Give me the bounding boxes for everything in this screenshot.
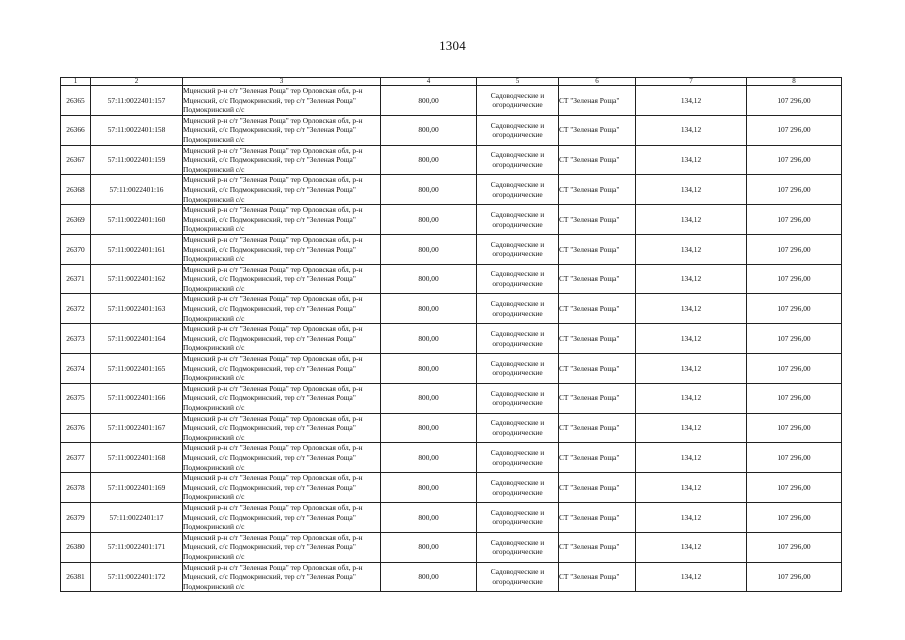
row-number-cell: 26380 (61, 532, 91, 562)
organization-cell: СТ "Зеленая Роща" (559, 354, 636, 384)
row-number-cell: 26371 (61, 264, 91, 294)
organization-cell: СТ "Зеленая Роща" (559, 234, 636, 264)
address-cell (183, 354, 381, 384)
address-line: Мценский р-н с/т "Зеленая Роща" тер Орловская обл, р-н (183, 532, 363, 542)
cadastral-value-cell: 107 296,00 (747, 562, 842, 592)
specific-value-cell: 134,12 (636, 532, 747, 562)
column-number: 2 (91, 78, 183, 86)
land-use-cell: Садоводческие и огороднические (477, 205, 559, 235)
cadastral-number-cell: 57:11:0022401:162 (91, 264, 183, 294)
organization-cell: СТ "Зеленая Роща" (559, 562, 636, 592)
specific-value-cell: 134,12 (636, 115, 747, 145)
cadastral-number-cell: 57:11:0022401:172 (91, 562, 183, 592)
cadastral-number-cell: 57:11:0022401:163 (91, 294, 183, 324)
land-use-cell: Садоводческие и огороднические (477, 532, 559, 562)
specific-value-cell: 134,12 (636, 473, 747, 503)
land-use-cell: Садоводческие и огороднические (477, 86, 559, 116)
table-row (61, 205, 842, 235)
cadastral-number-cell: 57:11:0022401:168 (91, 443, 183, 473)
area-cell: 800,00 (381, 413, 477, 443)
cadastral-number-cell: 57:11:0022401:164 (91, 324, 183, 354)
address-line: Подмокринский с/с (183, 224, 245, 234)
address-line: Мценский р-н с/т "Зеленая Роща" тер Орловская обл, р-н (183, 562, 363, 572)
organization-cell: СТ "Зеленая Роща" (559, 502, 636, 532)
cadastral-value-cell: 107 296,00 (747, 443, 842, 473)
address-line: Мценский р-н с/т "Зеленая Роща" тер Орловская обл, р-н (183, 234, 363, 244)
cadastral-value-cell: 107 296,00 (747, 473, 842, 503)
area-cell: 800,00 (381, 324, 477, 354)
organization-cell: СТ "Зеленая Роща" (559, 86, 636, 116)
row-number-cell: 26373 (61, 324, 91, 354)
address-cell (183, 502, 381, 532)
address-line: Мценский р-н с/т "Зеленая Роща" тер Орловская обл, р-н (183, 115, 363, 125)
address-line: Мценский, с/с Подмокринский, тер с/т "Зеленая Роща" (183, 184, 356, 194)
address-line: Мценский, с/с Подмокринский, тер с/т "Зеленая Роща" (183, 542, 356, 552)
address-line: Мценский, с/с Подмокринский, тер с/т "Зеленая Роща" (183, 423, 356, 433)
page-number: 1304 (439, 38, 466, 53)
column-number: 6 (559, 78, 636, 86)
address-line: Мценский р-н с/т "Зеленая Роща" тер Орловская обл, р-н (183, 205, 363, 215)
address-line: Подмокринский с/с (183, 462, 245, 472)
cadastral-value-cell: 107 296,00 (747, 502, 842, 532)
address-cell (183, 294, 381, 324)
address-line: Мценский, с/с Подмокринский, тер с/т "Зеленая Роща" (183, 452, 356, 462)
row-number-cell: 26368 (61, 175, 91, 205)
address-line: Подмокринский с/с (183, 551, 245, 561)
table-row (61, 324, 842, 354)
row-number-cell: 26378 (61, 473, 91, 503)
organization-cell: СТ "Зеленая Роща" (559, 413, 636, 443)
area-cell: 800,00 (381, 264, 477, 294)
cadastral-value-cell: 107 296,00 (747, 383, 842, 413)
row-number-cell: 26370 (61, 234, 91, 264)
row-number-cell: 26379 (61, 502, 91, 532)
column-number: 3 (183, 78, 381, 86)
address-cell (183, 145, 381, 175)
address-line: Подмокринский с/с (183, 164, 245, 174)
area-cell: 800,00 (381, 175, 477, 205)
cadastral-number-cell: 57:11:0022401:169 (91, 473, 183, 503)
address-line: Подмокринский с/с (183, 254, 245, 264)
table-row (61, 413, 842, 443)
specific-value-cell: 134,12 (636, 413, 747, 443)
table-row (61, 115, 842, 145)
cadastral-value-cell: 107 296,00 (747, 175, 842, 205)
land-use-cell: Садоводческие и огороднические (477, 145, 559, 175)
address-line: Подмокринский с/с (183, 581, 245, 591)
land-use-cell: Садоводческие и огороднические (477, 413, 559, 443)
specific-value-cell: 134,12 (636, 443, 747, 473)
specific-value-cell: 134,12 (636, 234, 747, 264)
area-cell: 800,00 (381, 443, 477, 473)
address-line: Подмокринский с/с (183, 194, 245, 204)
address-line: Подмокринский с/с (183, 403, 245, 412)
address-line: Подмокринский с/с (183, 283, 245, 293)
cadastral-value-cell: 107 296,00 (747, 324, 842, 354)
row-number-cell: 26369 (61, 205, 91, 235)
organization-cell: СТ "Зеленая Роща" (559, 473, 636, 503)
land-use-cell: Садоводческие и огороднические (477, 562, 559, 592)
column-number: 4 (381, 78, 477, 86)
address-line: Подмокринский с/с (183, 432, 245, 442)
address-line: Подмокринский с/с (183, 134, 245, 144)
organization-cell: СТ "Зеленая Роща" (559, 324, 636, 354)
cadastral-value-cell: 107 296,00 (747, 354, 842, 384)
specific-value-cell: 134,12 (636, 324, 747, 354)
organization-cell: СТ "Зеленая Роща" (559, 145, 636, 175)
address-line: Подмокринский с/с (183, 343, 245, 353)
area-cell: 800,00 (381, 383, 477, 413)
address-line: Мценский, с/с Подмокринский, тер с/т "Зеленая Роща" (183, 363, 356, 373)
land-use-cell: Садоводческие и огороднические (477, 234, 559, 264)
land-registry-table (60, 77, 842, 592)
organization-cell: СТ "Зеленая Роща" (559, 532, 636, 562)
specific-value-cell: 134,12 (636, 502, 747, 532)
address-line: Мценский р-н с/т "Зеленая Роща" тер Орловская обл, р-н (183, 294, 363, 304)
address-cell (183, 86, 381, 116)
address-cell (183, 175, 381, 205)
table-row (61, 145, 842, 175)
table-row (61, 532, 842, 562)
address-cell (183, 562, 381, 592)
address-line: Мценский, с/с Подмокринский, тер с/т "Зеленая Роща" (183, 482, 356, 492)
table-row (61, 175, 842, 205)
address-cell (183, 205, 381, 235)
address-line: Мценский р-н с/т "Зеленая Роща" тер Орловская обл, р-н (183, 354, 363, 364)
address-line: Мценский, с/с Подмокринский, тер с/т "Зеленая Роща" (183, 512, 356, 522)
land-use-cell: Садоводческие и огороднические (477, 443, 559, 473)
table-row (61, 294, 842, 324)
land-use-cell: Садоводческие и огороднические (477, 324, 559, 354)
cadastral-number-cell: 57:11:0022401:159 (91, 145, 183, 175)
address-cell (183, 234, 381, 264)
cadastral-value-cell: 107 296,00 (747, 115, 842, 145)
specific-value-cell: 134,12 (636, 562, 747, 592)
cadastral-value-cell: 107 296,00 (747, 264, 842, 294)
address-line: Мценский, с/с Подмокринский, тер с/т "Зеленая Роща" (183, 274, 356, 284)
organization-cell: СТ "Зеленая Роща" (559, 383, 636, 413)
address-line: Мценский, с/с Подмокринский, тер с/т "Зеленая Роща" (183, 333, 356, 343)
land-use-cell: Садоводческие и огороднические (477, 502, 559, 532)
address-line: Мценский, с/с Подмокринский, тер с/т "Зеленая Роща" (183, 95, 356, 105)
cadastral-value-cell: 107 296,00 (747, 145, 842, 175)
cadastral-number-cell: 57:11:0022401:161 (91, 234, 183, 264)
table-body (61, 86, 842, 592)
table-row (61, 383, 842, 413)
address-line: Мценский р-н с/т "Зеленая Роща" тер Орловская обл, р-н (183, 413, 363, 423)
address-cell (183, 473, 381, 503)
land-use-cell: Садоводческие и огороднические (477, 115, 559, 145)
cadastral-number-cell: 57:11:0022401:158 (91, 115, 183, 145)
table-row (61, 473, 842, 503)
address-line: Подмокринский с/с (183, 522, 245, 532)
area-cell: 800,00 (381, 294, 477, 324)
table-row (61, 562, 842, 592)
address-line: Подмокринский с/с (183, 492, 245, 502)
address-line: Мценский р-н с/т "Зеленая Роща" тер Орловская обл, р-н (183, 86, 363, 95)
land-use-cell: Садоводческие и огороднические (477, 175, 559, 205)
address-line: Мценский р-н с/т "Зеленая Роща" тер Орловская обл, р-н (183, 443, 363, 453)
cadastral-number-cell: 57:11:0022401:16 (91, 175, 183, 205)
area-cell: 800,00 (381, 502, 477, 532)
address-line: Мценский, с/с Подмокринский, тер с/т "Зеленая Роща" (183, 304, 356, 314)
address-line: Мценский р-н с/т "Зеленая Роща" тер Орловская обл, р-н (183, 383, 363, 393)
address-line: Мценский р-н с/т "Зеленая Роща" тер Орловская обл, р-н (183, 264, 363, 274)
address-line: Мценский р-н с/т "Зеленая Роща" тер Орловская обл, р-н (183, 324, 363, 334)
address-line: Мценский, с/с Подмокринский, тер с/т "Зеленая Роща" (183, 214, 356, 224)
column-number: 7 (636, 78, 747, 86)
row-number-cell: 26374 (61, 354, 91, 384)
address-line: Мценский р-н с/т "Зеленая Роща" тер Орловская обл, р-н (183, 175, 363, 185)
address-cell (183, 532, 381, 562)
area-cell: 800,00 (381, 86, 477, 116)
cadastral-number-cell: 57:11:0022401:17 (91, 502, 183, 532)
area-cell: 800,00 (381, 145, 477, 175)
address-cell (183, 413, 381, 443)
address-cell (183, 264, 381, 294)
address-line: Мценский, с/с Подмокринский, тер с/т "Зеленая Роща" (183, 155, 356, 165)
table-row (61, 502, 842, 532)
organization-cell: СТ "Зеленая Роща" (559, 443, 636, 473)
cadastral-number-cell: 57:11:0022401:167 (91, 413, 183, 443)
cadastral-number-cell: 57:11:0022401:165 (91, 354, 183, 384)
organization-cell: СТ "Зеленая Роща" (559, 205, 636, 235)
cadastral-number-cell: 57:11:0022401:157 (91, 86, 183, 116)
table-row (61, 354, 842, 384)
row-number-cell: 26367 (61, 145, 91, 175)
row-number-cell: 26377 (61, 443, 91, 473)
area-cell: 800,00 (381, 473, 477, 503)
organization-cell: СТ "Зеленая Роща" (559, 264, 636, 294)
cadastral-value-cell: 107 296,00 (747, 532, 842, 562)
cadastral-number-cell: 57:11:0022401:171 (91, 532, 183, 562)
address-line: Мценский р-н с/т "Зеленая Роща" тер Орловская обл, р-н (183, 502, 363, 512)
row-number-cell: 26375 (61, 383, 91, 413)
row-number-cell: 26376 (61, 413, 91, 443)
cadastral-value-cell: 107 296,00 (747, 234, 842, 264)
area-cell: 800,00 (381, 354, 477, 384)
cadastral-value-cell: 107 296,00 (747, 86, 842, 116)
address-line: Подмокринский с/с (183, 313, 245, 323)
specific-value-cell: 134,12 (636, 205, 747, 235)
specific-value-cell: 134,12 (636, 86, 747, 116)
address-line: Мценский, с/с Подмокринский, тер с/т "Зеленая Роща" (183, 393, 356, 403)
organization-cell: СТ "Зеленая Роща" (559, 115, 636, 145)
table-row (61, 86, 842, 116)
area-cell: 800,00 (381, 562, 477, 592)
area-cell: 800,00 (381, 532, 477, 562)
land-use-cell: Садоводческие и огороднические (477, 473, 559, 503)
row-number-cell: 26365 (61, 86, 91, 116)
specific-value-cell: 134,12 (636, 294, 747, 324)
area-cell: 800,00 (381, 115, 477, 145)
address-line: Подмокринский с/с (183, 373, 245, 383)
row-number-cell: 26372 (61, 294, 91, 324)
area-cell: 800,00 (381, 205, 477, 235)
land-use-cell: Садоводческие и огороднические (477, 383, 559, 413)
specific-value-cell: 134,12 (636, 354, 747, 384)
cadastral-value-cell: 107 296,00 (747, 294, 842, 324)
address-line: Подмокринский с/с (183, 105, 245, 115)
column-number: 5 (477, 78, 559, 86)
column-number: 8 (747, 78, 842, 86)
address-cell (183, 443, 381, 473)
address-line: Мценский, с/с Подмокринский, тер с/т "Зеленая Роща" (183, 125, 356, 135)
column-number-row (61, 78, 842, 86)
specific-value-cell: 134,12 (636, 175, 747, 205)
table-row (61, 234, 842, 264)
organization-cell: СТ "Зеленая Роща" (559, 294, 636, 324)
cadastral-number-cell: 57:11:0022401:160 (91, 205, 183, 235)
cadastral-number-cell: 57:11:0022401:166 (91, 383, 183, 413)
column-number: 1 (61, 78, 91, 86)
address-cell (183, 383, 381, 413)
address-cell (183, 115, 381, 145)
address-line: Мценский, с/с Подмокринский, тер с/т "Зеленая Роща" (183, 244, 356, 254)
specific-value-cell: 134,12 (636, 264, 747, 294)
area-cell: 800,00 (381, 234, 477, 264)
cadastral-value-cell: 107 296,00 (747, 413, 842, 443)
specific-value-cell: 134,12 (636, 145, 747, 175)
address-line: Мценский р-н с/т "Зеленая Роща" тер Орловская обл, р-н (183, 145, 363, 155)
address-line: Мценский, с/с Подмокринский, тер с/т "Зеленая Роща" (183, 572, 356, 582)
land-use-cell: Садоводческие и огороднические (477, 354, 559, 384)
table-row (61, 264, 842, 294)
specific-value-cell: 134,12 (636, 383, 747, 413)
row-number-cell: 26366 (61, 115, 91, 145)
address-cell (183, 324, 381, 354)
land-use-cell: Садоводческие и огороднические (477, 264, 559, 294)
organization-cell: СТ "Зеленая Роща" (559, 175, 636, 205)
cadastral-value-cell: 107 296,00 (747, 205, 842, 235)
table-row (61, 443, 842, 473)
address-line: Мценский р-н с/т "Зеленая Роща" тер Орловская обл, р-н (183, 473, 363, 483)
row-number-cell: 26381 (61, 562, 91, 592)
land-use-cell: Садоводческие и огороднические (477, 294, 559, 324)
